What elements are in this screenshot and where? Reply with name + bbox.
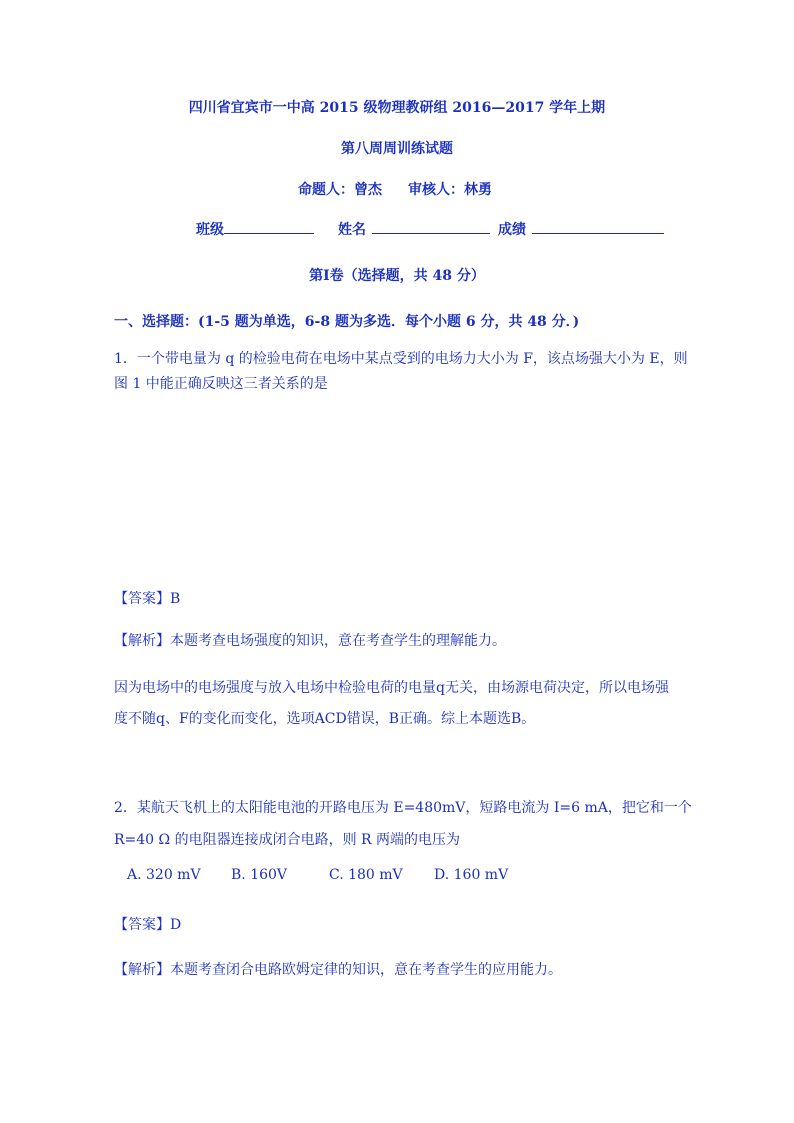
class-field (196, 219, 314, 239)
q1-text-line-2: 图 1 中能正确反映这三者关系的是 (114, 376, 328, 392)
header-line-2: 第八周周训练试题 (341, 141, 453, 157)
score-label: 成绩 (498, 222, 526, 238)
q1-answer: 【答案】B (114, 591, 181, 607)
q2-option-b: B. 160V (231, 867, 288, 883)
q1-explain-line-2: 度不随q、F的变化而变化，选项ACD错误，B正确。综上本题选B。 (114, 711, 536, 727)
q2-option-c: C. 180 mV (329, 867, 403, 883)
score-blank[interactable] (532, 219, 664, 234)
reviewer-label: 审核人：林勇 (408, 182, 492, 198)
class-label: 班级 (196, 222, 224, 238)
author-label: 命题人：曾杰 (298, 182, 382, 198)
q1-analysis: 【解析】本题考查电场强度的知识，意在考查学生的理解能力。 (114, 633, 506, 649)
name-label: 姓名 (338, 222, 366, 238)
header-line-1: 四川省宜宾市一中高 2015 级物理教研组 2016—2017 学年上期 (188, 100, 606, 116)
score-field (498, 219, 664, 239)
section-heading: 一、选择题：(1-5 题为单选，6-8 题为多选．每个小题 6 分，共 48 分．) (114, 314, 580, 330)
q1-explain-line-1: 因为电场中的电场强度与放入电场中检验电荷的电量q无关，由场源电荷决定，所以电场强 (114, 680, 669, 696)
class-blank[interactable] (224, 219, 314, 234)
q2-option-a: A. 320 mV (127, 867, 201, 883)
q2-answer: 【答案】D (114, 917, 182, 933)
name-field (338, 219, 490, 239)
q1-text-line-1: 1．一个带电量为 q 的检验电荷在电场中某点受到的电场力大小为 F，该点场强大小为 E，则 (114, 351, 688, 367)
volume-title: 第Ⅰ卷（选择题，共 48 分） (309, 268, 485, 284)
q2-text-line-1: 2．某航天飞机上的太阳能电池的开路电压为 E=480mV，短路电流为 I=6 mA，把它和一个 (114, 800, 692, 816)
q2-analysis: 【解析】本题考查闭合电路欧姆定律的知识，意在考查学生的应用能力。 (114, 962, 562, 978)
q2-text-line-2: R=40 Ω 的电阻器连接成闭合电路，则 R 两端的电压为 (114, 832, 461, 848)
q2-option-d: D. 160 mV (434, 867, 509, 883)
name-blank[interactable] (372, 219, 490, 234)
